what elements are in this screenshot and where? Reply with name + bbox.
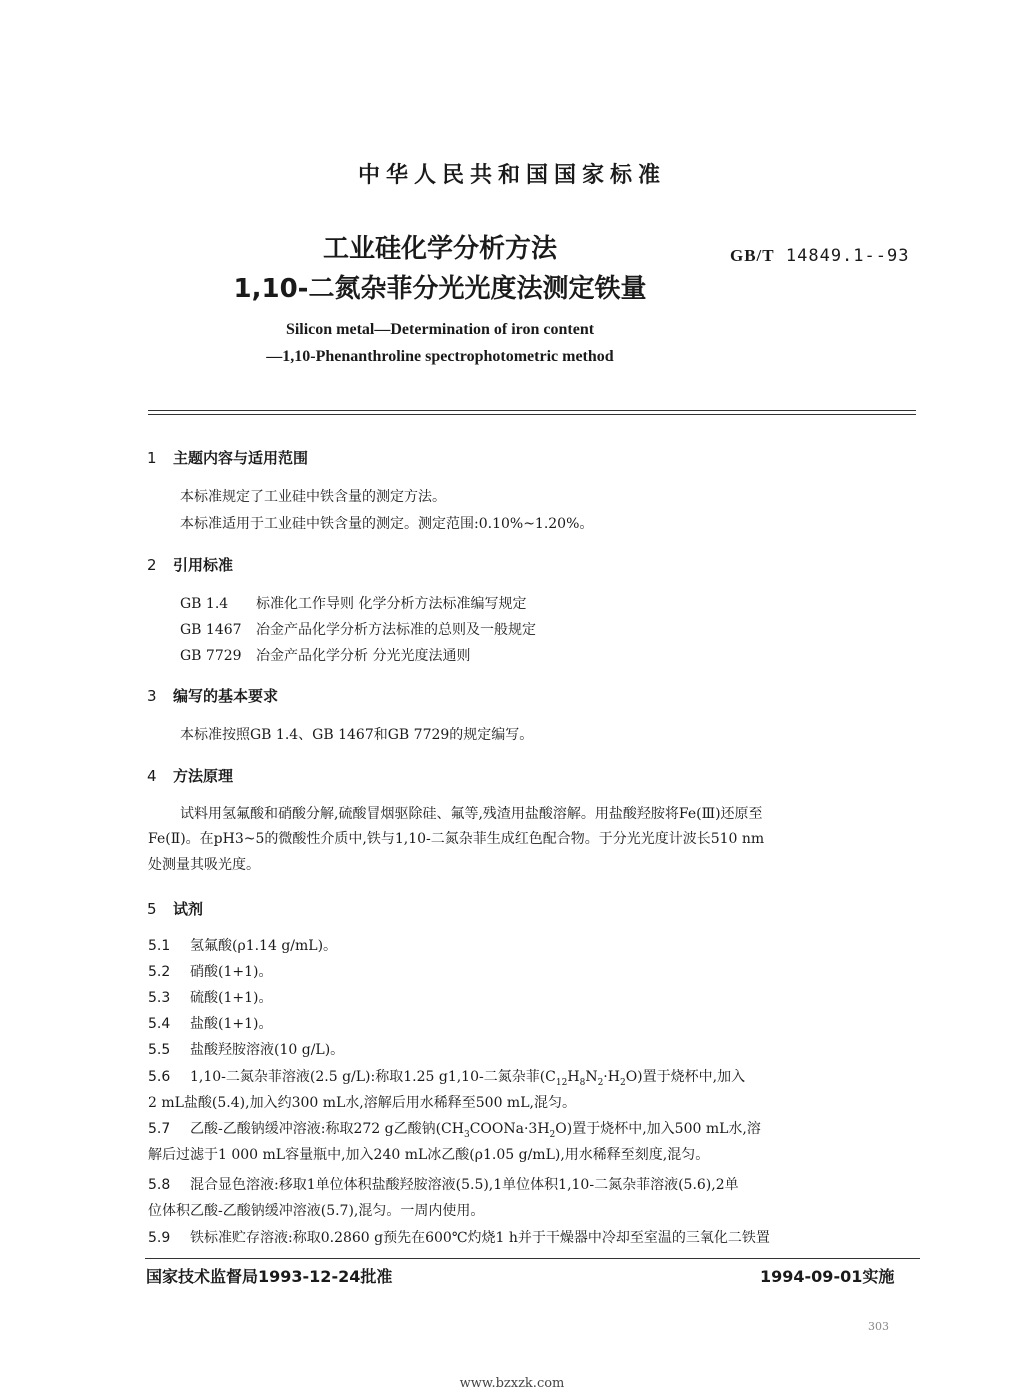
reagent-text: O)置于烧杯中,加入 — [625, 1069, 746, 1085]
reagent-text: 硫酸(1+1)。 — [190, 990, 273, 1006]
section-2-heading — [147, 554, 233, 575]
subscript: 2 — [619, 1077, 626, 1088]
section-1-para-1: 本标准规定了工业硅中铁含量的测定方法。 — [180, 489, 446, 505]
reagent-number: 5.3 — [148, 990, 171, 1006]
reagent-item-5-8 — [148, 1172, 918, 1198]
section-3-para-1: 本标准按照GB 1.4、GB 1467和GB 7729的规定编写。 — [180, 727, 534, 743]
reference-text: 标准化工作导则 化学分析方法标准编写规定 — [256, 596, 527, 612]
section-4-number: 4 — [147, 767, 157, 785]
reagent-number: 5.7 — [148, 1121, 171, 1137]
section-1-para-2: 本标准适用于工业硅中铁含量的测定。测定范围:0.10%~1.20%。 — [180, 516, 594, 532]
reagent-text: 混合显色溶液:移取1单位体积盐酸羟胺溶液(5.5),1单位体积1,10-二氮杂菲溶液(5.6),2单 — [190, 1177, 739, 1193]
reagent-text: 铁标准贮存溶液:称取0.2860 g预先在600℃灼烧1 h并于干燥器中冷却至室温的三氧化二铁置 — [190, 1230, 770, 1246]
implementation-date: 1994-09-01实施 — [760, 1267, 895, 1286]
reference-item — [180, 619, 536, 639]
approval-info: 国家技术监督局1993-12-24批准 — [146, 1267, 393, 1286]
standard-code — [730, 246, 909, 266]
reference-item — [180, 593, 526, 613]
section-4-title: 方法原理 — [173, 767, 234, 785]
reagent-item — [148, 933, 918, 959]
reference-text: 冶金产品化学分析 分光光度法通则 — [256, 648, 471, 664]
reagent-text: 盐酸羟胺溶液(10 g/L)。 — [190, 1042, 345, 1058]
reference-text: 冶金产品化学分析方法标准的总则及一般规定 — [256, 622, 536, 638]
reagent-number: 5.4 — [148, 1016, 171, 1032]
subscript: 3 — [463, 1129, 470, 1140]
reagent-text: N — [585, 1069, 598, 1085]
reagent-item — [148, 985, 918, 1011]
section-4-line-3: 处测量其吸光度。 — [148, 857, 260, 873]
section-2-number: 2 — [147, 556, 157, 574]
reagent-item-5-6-cont: 2 mL盐酸(5.4),加入约300 mL水,溶解后用水稀释至500 mL,混匀。 — [148, 1095, 576, 1111]
section-2-title: 引用标准 — [173, 556, 234, 574]
title-cn-line1: 工业硅化学分析方法 — [322, 234, 557, 264]
reference-item — [180, 645, 470, 665]
title-cn-line2: 1,10-二氮杂菲分光光度法测定铁量 — [233, 274, 647, 304]
standard-number: 14849.1--93 — [785, 246, 910, 266]
reagent-item — [148, 1037, 918, 1063]
title-en-line2: —1,10-Phenanthroline spectrophotometric method — [266, 348, 614, 365]
subscript: 12 — [555, 1077, 568, 1088]
header-divider-2 — [148, 414, 916, 415]
reagent-number: 5.1 — [148, 938, 171, 954]
subscript: 2 — [597, 1077, 604, 1088]
reagent-text: COONa·3H — [469, 1121, 550, 1137]
section-1-title: 主题内容与适用范围 — [173, 449, 309, 467]
reagent-text: 乙酸-乙酸钠缓冲溶液:称取272 g乙酸钠(CH — [190, 1121, 464, 1137]
reagent-text: 氢氟酸(ρ1.14 g/mL)。 — [190, 938, 338, 954]
section-3-heading — [147, 685, 278, 706]
section-5-heading — [147, 898, 203, 919]
watermark-url: www.bzxzk.com — [459, 1376, 565, 1391]
national-standard-header: 中华人民共和国国家标准 — [357, 163, 666, 188]
subscript: 8 — [579, 1077, 586, 1088]
reagent-item-5-9 — [148, 1225, 918, 1251]
reagent-text: O)置于烧杯中,加入500 mL水,溶 — [555, 1121, 761, 1137]
reference-code: GB 7729 — [180, 648, 242, 664]
footer-divider — [145, 1258, 920, 1259]
section-4-heading — [147, 765, 233, 786]
reagent-number: 5.6 — [148, 1069, 171, 1085]
title-en-line1: Silicon metal—Determination of iron content — [285, 321, 595, 338]
reagent-item-5-8-cont: 位体积乙酸-乙酸钠缓冲溶液(5.7),混匀。一周内使用。 — [148, 1203, 485, 1219]
section-5-title: 试剂 — [173, 900, 204, 918]
reagent-text: 盐酸(1+1)。 — [190, 1016, 273, 1032]
section-1-number: 1 — [147, 449, 157, 467]
reagent-text: 硝酸(1+1)。 — [190, 964, 273, 980]
reagent-item — [148, 1011, 918, 1037]
reagent-text: 1,10-二氮杂菲溶液(2.5 g/L):称取1.25 g1,10-二氮杂菲(C — [190, 1069, 556, 1085]
subscript: 2 — [549, 1129, 556, 1140]
standard-prefix: GB/T — [730, 246, 775, 265]
reagent-number: 5.2 — [148, 964, 171, 980]
section-3-number: 3 — [147, 687, 157, 705]
section-4-line-1: 试料用氢氟酸和硝酸分解,硫酸冒烟驱除硅、氟等,残渣用盐酸溶解。用盐酸羟胺将Fe(Ⅲ)还原至 — [180, 806, 763, 822]
reagent-item-5-7-cont: 解后过滤于1 000 mL容量瓶中,加入240 mL冰乙酸(ρ1.05 g/mL),用水稀释至刻度,混匀。 — [148, 1147, 710, 1163]
section-4-line-2: Fe(Ⅱ)。在pH3~5的微酸性介质中,铁与1,10-二氮杂菲生成红色配合物。于分光光度计波长510 nm — [148, 831, 765, 847]
reagent-item — [148, 959, 918, 985]
section-5-number: 5 — [147, 900, 157, 918]
section-1-heading — [147, 447, 308, 468]
reagent-text: ·H — [603, 1069, 620, 1085]
reagent-number: 5.8 — [148, 1177, 171, 1193]
section-3-title: 编写的基本要求 — [173, 687, 279, 705]
reference-code: GB 1.4 — [180, 596, 229, 612]
reference-code: GB 1467 — [180, 622, 242, 638]
page-number: 303 — [868, 1320, 889, 1333]
reagent-text: H — [567, 1069, 580, 1085]
reagent-number: 5.5 — [148, 1042, 171, 1058]
header-divider — [148, 410, 916, 411]
reagent-number: 5.9 — [148, 1230, 171, 1246]
